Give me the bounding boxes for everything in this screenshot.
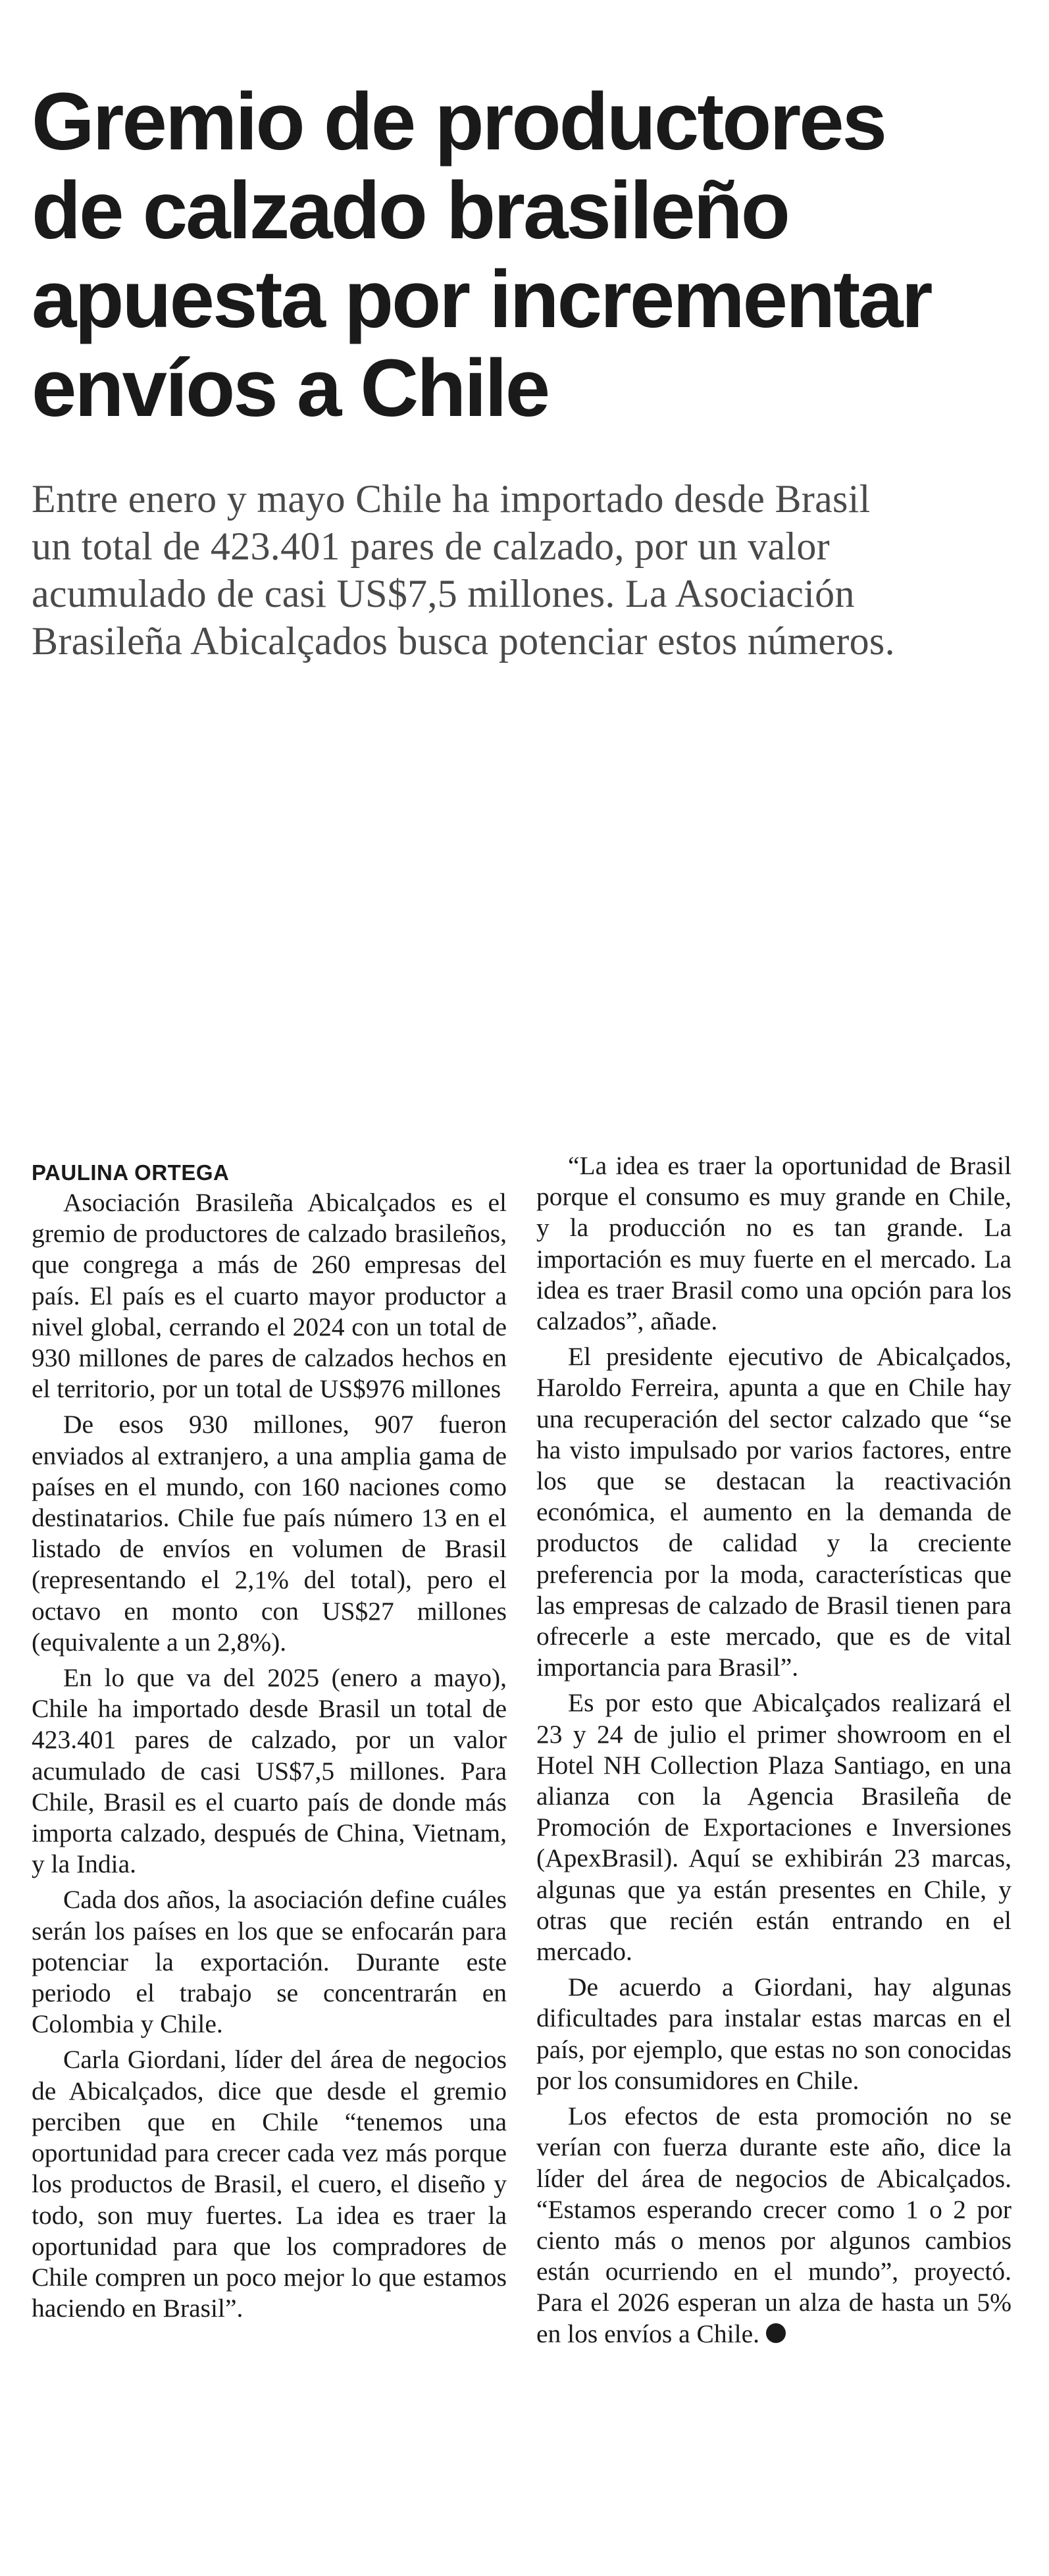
subhead-line: acumulado de casi US$7,5 millones. La Asociación	[32, 572, 855, 615]
headline	[32, 78, 1006, 433]
subhead-line: Brasileña Abicalçados busca potenciar estos números.	[32, 619, 895, 663]
subhead-line: un total de 423.401 pares de calzado, por un valor	[32, 525, 830, 568]
subheadline	[32, 475, 1032, 665]
body-paragraph: En lo que va del 2025 (enero a mayo), Chile ha importado desde Brasil un total de 423.401 pares de calzado, por un valor acumulado de casi US$7,5 millones. Para Chile, Brasil es el cuarto país de donde más importa calzado, después de China, Vietnam, y la India.	[32, 1663, 507, 1879]
byline: PAULINA ORTEGA	[32, 1160, 230, 1185]
publication-logo-icon	[766, 2323, 786, 2343]
headline-line: apuesta por incrementar	[32, 255, 931, 345]
body-paragraph: El presidente ejecutivo de Abicalçados, Haroldo Ferreira, apunta a que en Chile hay una recuperación del sector calzado que “se ha visto impulsado por varios factores, entre los que se destacan la reactivación económica, el aumento en la demanda de productos de calidad y la creciente preferencia por la moda, características que las empresas de calzado de Brasil tienen para ofrecerle a este mercado, que es de vital importancia para Brasil”.	[536, 1342, 1011, 1682]
body-paragraph: Asociación Brasileña Abicalçados es el gremio de productores de calzado brasileños, que congrega a más de 260 empresas del país. El país es el cuarto mayor productor a nivel global, cerrando el 2024 con un total de 930 millones de pares de calzados hechos en el territorio, por un total de US$976 millones	[32, 1188, 507, 1404]
body-paragraph: De acuerdo a Giordani, hay algunas dificultades para instalar estas marcas en el país, por ejemplo, que estas no son conocidas por los consumidores en Chile.	[536, 1972, 1011, 2095]
body-paragraph: De esos 930 millones, 907 fueron enviados al extranjero, a una amplia gama de países en el mundo, con 160 naciones como destinatarios. Chile fue país número 13 en el listado de envíos en volumen de Brasil (representando el 2,1% del total), pero el octavo en monto con US$27 millones (equivalente a un 2,8%).	[32, 1410, 507, 1657]
article-column-right	[536, 1150, 1011, 2350]
headline-line: de calzado brasileño	[32, 166, 788, 256]
body-paragraph-last	[536, 2101, 1011, 2350]
body-paragraph-text: Los efectos de esta promoción no se verían con fuerza durante este año, dice la líder del área de negocios de Abicalçados. “Estamos esperando crecer como 1 o 2 por ciento más o menos por algunos cambios están ocurriendo en el mundo”, proyectó. Para el 2026 esperan un alza de hasta un 5% en los envíos a Chile.	[536, 2101, 1011, 2348]
body-paragraph: Es por esto que Abicalçados realizará el 23 y 24 de julio el primer showroom en el Hotel NH Collection Plaza Santiago, en una alianza con la Agencia Brasileña de Promoción de Exportaciones e Inversiones (ApexBrasil). Aquí se exhibirán 23 marcas, algunas que ya están presentes en Chile, y otras que recién están entrando en el mercado.	[536, 1688, 1011, 1967]
article-column-left	[32, 1150, 507, 2324]
headline-line: Gremio de productores	[32, 77, 886, 167]
subhead-line: Entre enero y mayo Chile ha importado desde Brasil	[32, 477, 871, 521]
headline-line: envíos a Chile	[32, 344, 549, 434]
body-paragraph: Carla Giordani, líder del área de negocios de Abicalçados, dice que desde el gremio perciben que en Chile “tenemos una oportunidad para crecer cada vez más porque los productos de Brasil, el cuero, el diseño y todo, son muy fuertes. La idea es traer la oportunidad para que los compradores de Chile compren un poco mejor lo que estamos haciendo en Brasil”.	[32, 2045, 507, 2323]
body-paragraph: “La idea es traer la oportunidad de Brasil porque el consumo es muy grande en Chile, y la producción no es tan grande. La importación es muy fuerte en el mercado. La idea es traer Brasil como una opción para los calzados”, añade.	[536, 1151, 1011, 1336]
body-paragraph: Cada dos años, la asociación define cuáles serán los países en los que se enfocarán para potenciar la exportación. Durante este periodo el trabajo se concentrarán en Colombia y Chile.	[32, 1885, 507, 2039]
